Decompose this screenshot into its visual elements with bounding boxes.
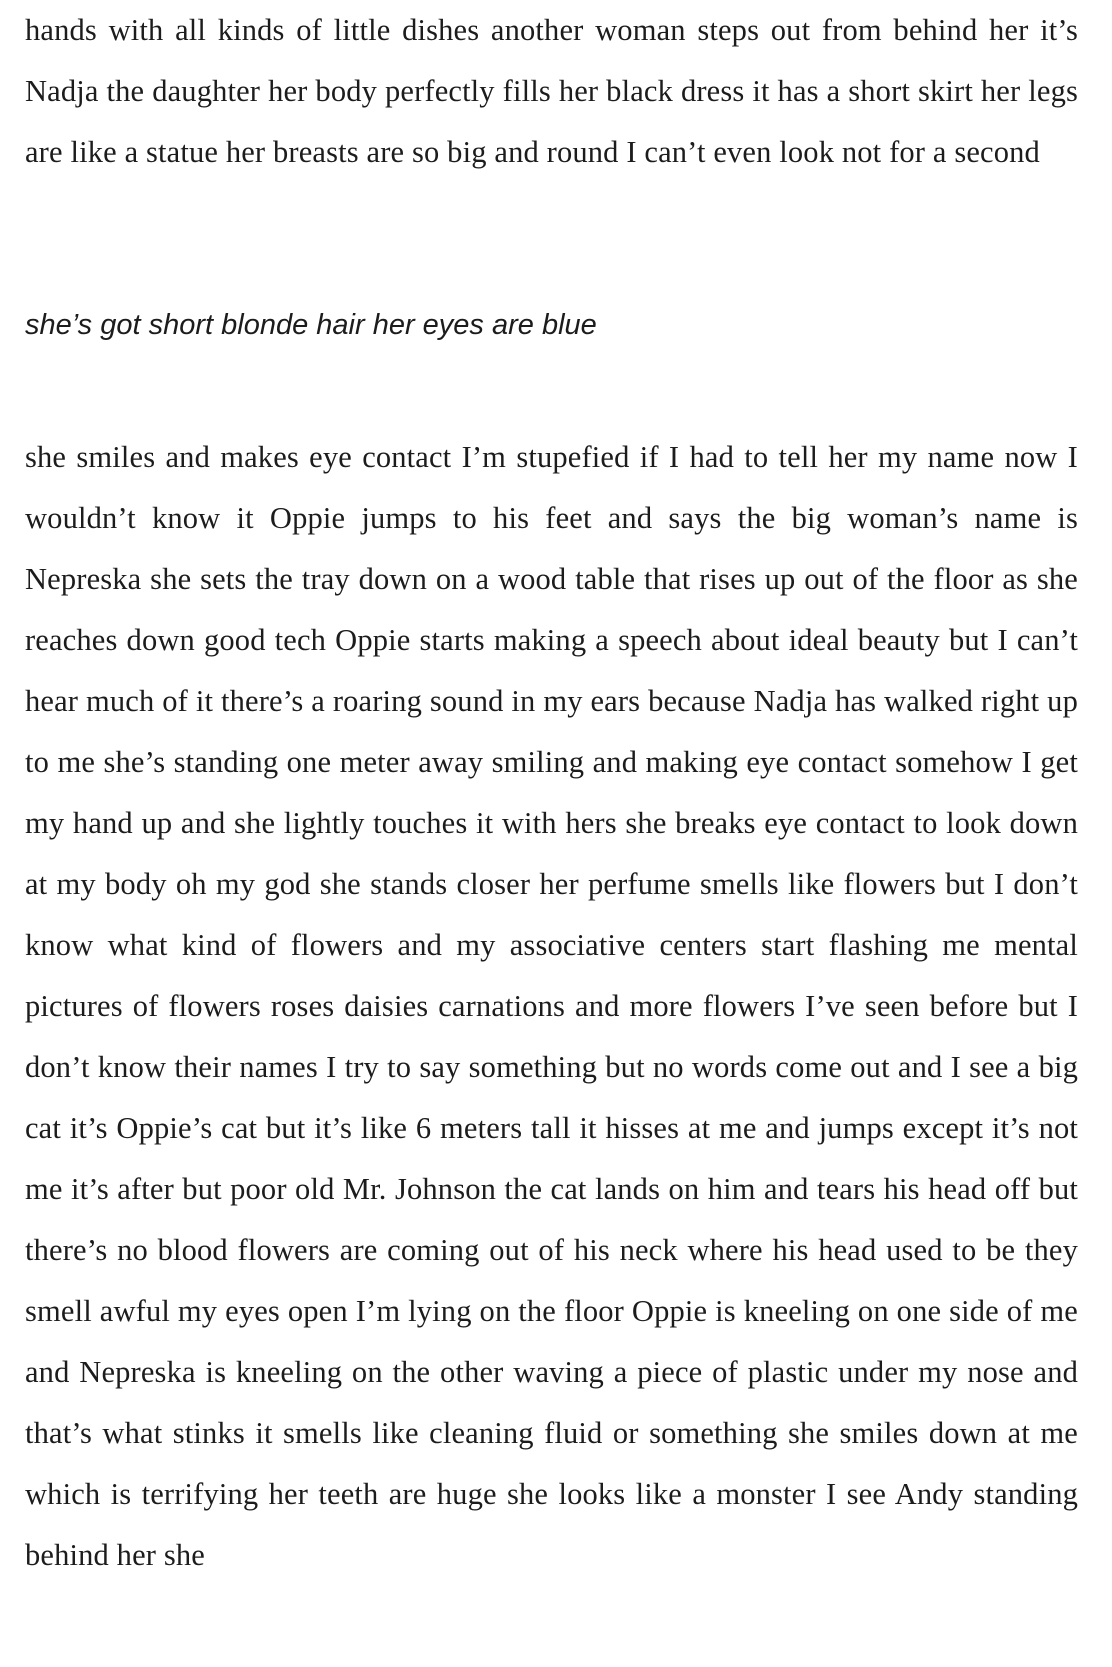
- paragraph-main: she smiles and makes eye contact I’m stupefied if I had to tell her my name now I wouldn’t know it Oppie jumps to his feet and says the big woman’s name is Nepreska she sets the tray down on a wood table that rises up out of the floor as she reaches down good tech Oppie starts making a speech about ideal beauty but I can’t hear much of it there’s a roaring sound in my ears because Nadja has walked right up to me she’s standing one meter away smiling and making eye contact somehow I get my hand up and she lightly touches it with hers she breaks eye contact to look down at my body oh my god she stands closer her perfume smells like flowers but I don’t know what kind of flowers and my associative centers start flashing me mental pictures of flowers roses daisies carnations and more flowers I’ve seen before but I don’t know their names I try to say something but no words come out and I see a big cat it’s Oppie’s cat but it’s like 6 meters tall it hisses at me and jumps except it’s not me it’s after but poor old Mr. Johnson the cat lands on him and tears his head off but there’s no blood flowers are coming out of his neck where his head used to be they smell awful my eyes open I’m lying on the floor Oppie is kneeling on one side of me and Nepreska is kneeling on the other waving a piece of plastic under my nose and that’s what stinks it smells like cleaning fluid or something she smiles down at me which is terrifying her teeth are huge she looks like a monster I see Andy standing behind her she: [25, 440, 1078, 1572]
- paragraph-opening: hands with all kinds of little dishes another woman steps out from behind her it’s Nadja the daughter her body perfectly fills her black dress it has a short skirt her legs are like a statue her breasts are so big and round I can’t even look not for a second: [25, 13, 1078, 169]
- paragraph-italic-line: she’s got short blonde hair her eyes are blue: [25, 309, 597, 341]
